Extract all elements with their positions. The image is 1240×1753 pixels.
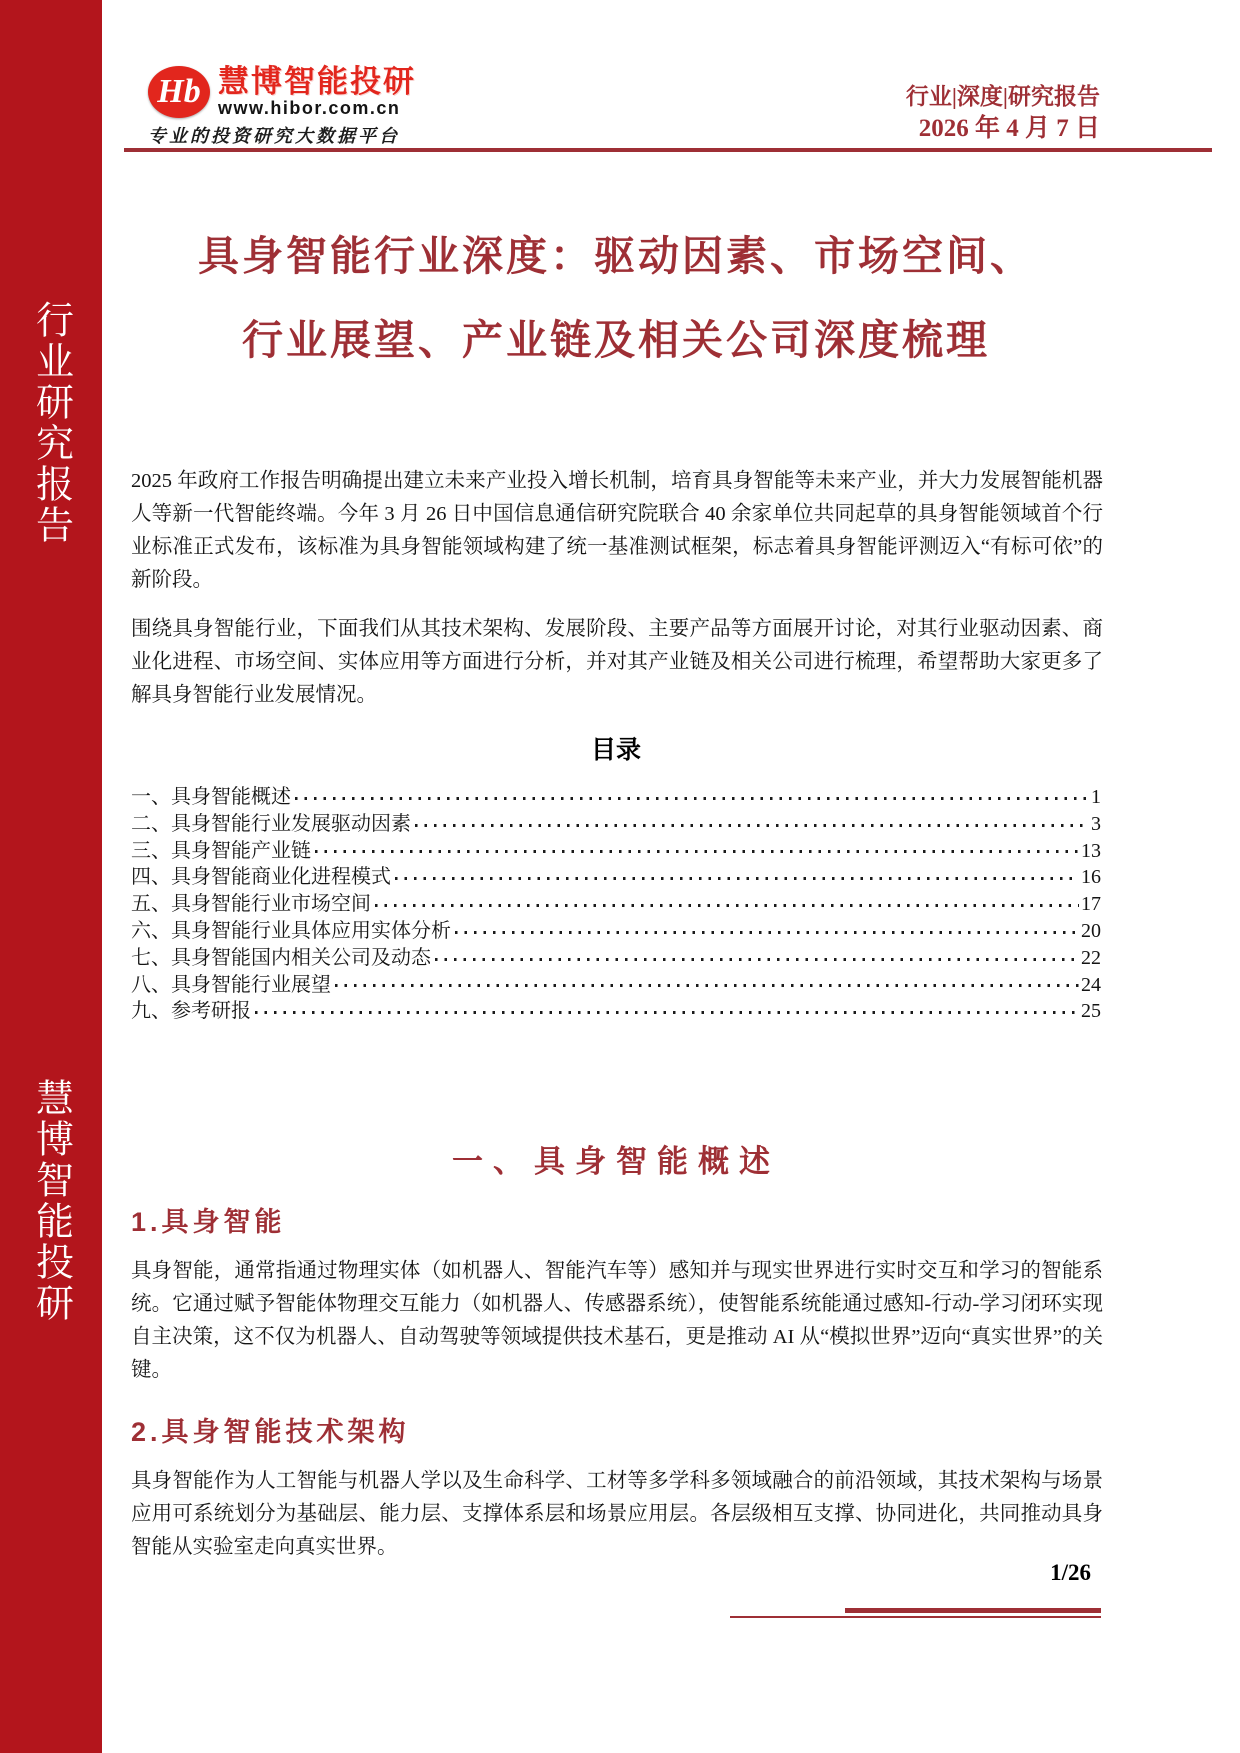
brand-tagline: 专业的投资研究大数据平台 xyxy=(148,126,400,146)
hb-logo-icon xyxy=(148,66,210,118)
intro-paragraph-2: 围绕具身智能行业，下面我们从其技术架构、发展阶段、主要产品等方面展开讨论，对其行业驱动因素、商业化进程、市场空间、实体应用等方面进行分析，并对其产业链及相关公司进行梳理，希望帮助大家更多了解具身智能行业发展情况。 xyxy=(131,618,1103,706)
toc-item[interactable] xyxy=(131,807,1101,834)
footer-rule-thick xyxy=(845,1608,1101,1613)
brand-url[interactable]: www.hibor.com.cn xyxy=(218,98,401,118)
toc-leader-dots xyxy=(375,904,1079,907)
toc-item[interactable] xyxy=(131,994,1101,1021)
toc-item-page: 1 xyxy=(1091,786,1101,808)
page-number-indicator: 1/26 xyxy=(1050,1560,1091,1585)
page-title-line2: 行业展望、产业链及相关公司深度梳理 xyxy=(242,317,990,363)
toc-leader-dots xyxy=(295,797,1089,800)
toc-item[interactable] xyxy=(131,941,1101,968)
toc-item-page: 17 xyxy=(1081,893,1101,916)
page-title-line1: 具身智能行业深度：驱动因素、市场空间、 xyxy=(198,233,1034,279)
toc-leader-dots xyxy=(395,877,1079,880)
toc-item-label: 七、具身智能国内相关公司及动态 xyxy=(131,946,431,969)
toc-item-label: 四、具身智能商业化进程模式 xyxy=(131,866,391,889)
toc-item[interactable] xyxy=(131,780,1101,807)
toc-item-label: 三、具身智能产业链 xyxy=(131,839,311,862)
footer-rule-thin xyxy=(730,1616,1101,1618)
toc-item-label: 九、参考研报 xyxy=(131,1000,251,1023)
subsection-1-2-body: 具身智能作为人工智能与机器人学以及生命科学、工材等多学科多领域融合的前沿领域，其技术架构与场景应用可系统划分为基础层、能力层、支撑体系层和场景应用层。各层级相互支撑、协同进化，共同推动具身智能从实验室走向真实世界。 xyxy=(131,1470,1103,1558)
toc-item-page: 25 xyxy=(1081,1000,1101,1023)
toc-item-page: 20 xyxy=(1081,919,1101,942)
toc-item-page: 13 xyxy=(1081,839,1101,862)
header-meta xyxy=(906,84,1100,144)
toc-item-page: 16 xyxy=(1081,866,1101,889)
toc-item-page: 22 xyxy=(1081,946,1101,969)
toc-item-label: 二、具身智能行业发展驱动因素 xyxy=(131,812,411,835)
subsection-1-2-heading: 2.具身智能技术架构 xyxy=(131,1417,410,1447)
toc-item-page: 24 xyxy=(1081,973,1101,996)
brand-logo xyxy=(148,66,416,148)
toc-item-label: 五、具身智能行业市场空间 xyxy=(131,893,371,916)
sidebar-vertical-label-report-type: 行业研究报告 xyxy=(29,300,72,546)
toc-leader-dots xyxy=(255,1011,1079,1014)
toc-item[interactable] xyxy=(131,914,1101,941)
toc-item-page: 3 xyxy=(1091,812,1101,835)
sidebar-red-band xyxy=(0,0,102,1753)
toc-list xyxy=(131,780,1101,1021)
toc-item[interactable] xyxy=(131,968,1101,995)
toc-leader-dots xyxy=(435,958,1079,961)
logo-monogram: Hb xyxy=(157,73,201,110)
toc-item[interactable] xyxy=(131,887,1101,914)
sidebar-vertical-label-brand: 慧博智能投研 xyxy=(29,1078,72,1324)
toc-heading: 目录 xyxy=(590,737,641,764)
toc-leader-dots xyxy=(415,824,1089,827)
toc-item[interactable] xyxy=(131,834,1101,861)
brand-name: 慧博智能投研 xyxy=(218,64,416,99)
subsection-1-1-body: 具身智能，通常指通过物理实体（如机器人、智能汽车等）感知并与现实世界进行实时交互和学习的智能系统。它通过赋予智能体物理交互能力（如机器人、传感器系统），使智能系统能通过感知-行动-学习闭环实现自主决策，这不仅为机器人、自动驾驶等领域提供技术基石，更是推动 AI 从“模拟世界”迈向“真实世界”的关键。 xyxy=(131,1260,1103,1381)
toc-leader-dots xyxy=(335,984,1079,987)
toc-leader-dots xyxy=(455,931,1079,934)
report-type-label: 行业|深度|研究报告 xyxy=(905,84,1100,109)
subsection-1-1-heading: 1.具身智能 xyxy=(131,1207,286,1237)
toc-item[interactable] xyxy=(131,860,1101,887)
intro-paragraph-1: 2025 年政府工作报告明确提出建立未来产业投入增长机制，培育具身智能等未来产业，并大力发展智能机器人等新一代智能终端。今年 3 月 26 日中国信息通信研究院联合 40 余家单位共同起草的具身智能领域首个行业标准正式发布，该标准为具身智能领域构建了统一基准测试框架，标志着具身智能评测迈入“有标可依”的新阶段。 xyxy=(131,470,1103,591)
report-date: 2026 年 4 月 7 日 xyxy=(918,115,1100,142)
toc-item-label: 八、具身智能行业展望 xyxy=(131,973,331,996)
toc-leader-dots xyxy=(315,850,1079,853)
header-divider-rule xyxy=(124,148,1212,152)
toc-item-label: 一、具身智能概述 xyxy=(131,786,291,808)
section-1-heading: 一、具身智能概述 xyxy=(452,1144,780,1179)
toc-item-label: 六、具身智能行业具体应用实体分析 xyxy=(131,919,451,942)
page-title xyxy=(130,214,1102,382)
